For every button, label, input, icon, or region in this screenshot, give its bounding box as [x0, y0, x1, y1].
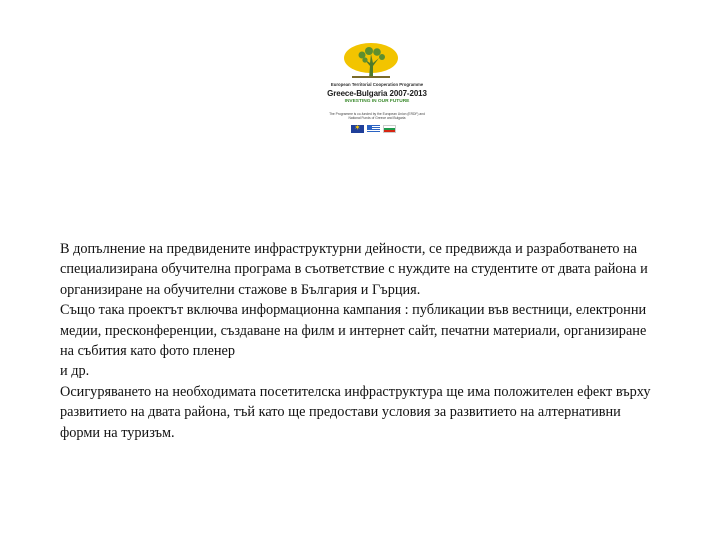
funding-note: The Programme is co-funded by the European Union (ERDF) and National Funds of Greece and Bulgaria — [329, 112, 425, 121]
paragraph-campaign: Също така проектът включва информационна кампания : публикации във вестници, електронни медии, пресконференции, създаване на филм и интернет сайт, печатни материали, организиране на събития като фото пленер — [60, 302, 647, 360]
greece-flag-icon — [367, 125, 380, 133]
flag-row — [351, 125, 396, 133]
paragraph-training: В допълнение на предвидените инфраструктурни дейности, се предвижда и разработването на специализирана обучителна програма в съответствие с нуждите на студентите от двата района и организиране на обучителни стажове в България и Гърция. — [60, 241, 648, 298]
programme-title: Greece-Bulgaria 2007-2013 — [327, 89, 427, 98]
programme-logo — [318, 42, 436, 138]
tree-sun-emblem-icon — [340, 42, 402, 82]
bulgaria-flag-icon — [383, 125, 396, 133]
paragraph-infrastructure: Осигуряването на необходимата посетителска инфраструктура ще има положителен ефект върху развитието на двата района, тъй като ще предостави условия за развитието на алтернативни форми на туризъм. — [60, 383, 651, 441]
body-text — [60, 239, 660, 443]
programme-slogan: INVESTING IN OUR FUTURE — [344, 99, 410, 104]
paragraph-etc: и др. — [60, 363, 90, 380]
programme-line: European Territorial Cooperation Programme — [330, 82, 424, 87]
eu-flag-icon — [351, 125, 364, 133]
